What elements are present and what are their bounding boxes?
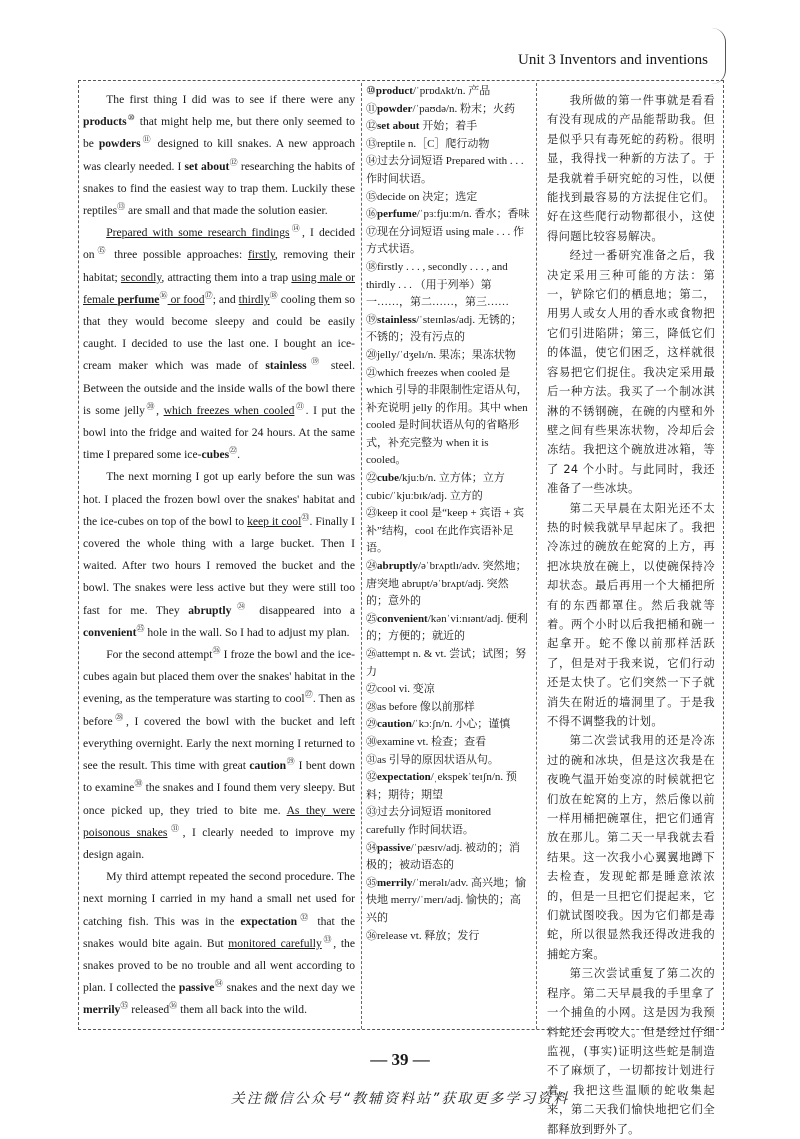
note-number: ⑰ — [366, 225, 377, 238]
note-headword: perfume — [377, 208, 417, 221]
vocab-note — [366, 224, 530, 259]
annotation-marker: ㉓ — [301, 513, 310, 522]
text-run: snakes and the next day we — [223, 981, 355, 995]
vocabulary-notes-column — [362, 83, 534, 1029]
text-run: , I covered the bowl with the bucket and left everything overnight. Early the next morning I returned to see the result. This time with great — [83, 714, 355, 773]
text-run: I froze the bowl and the ice-cubes again but placed them over the snakes' habitat in the evening, as the temperature was starting to cool — [83, 648, 355, 706]
vocab-note — [366, 699, 530, 717]
annotation-marker: ㉜ — [297, 912, 312, 922]
vocab-note — [366, 804, 530, 839]
text-run: . Then as before — [83, 692, 356, 728]
annotation-marker: ㉝ — [321, 934, 334, 944]
keyword: products — [83, 115, 127, 129]
note-headword: powder — [377, 102, 413, 115]
note-number: ⑩ — [366, 85, 376, 97]
chinese-paragraph: 第三次尝试重复了第二次的程序。第二天早晨我的手里拿了一个捕鱼的小网。这是因为我预料蛇还会再咬人。但是经过仔细监视，(事实)证明这些蛇是制造不了麻烦了，一切都按计划进行着。我把这些温顺的蛇收集起来，第二天我们愉快地把它们全都释放到野外了。 — [547, 967, 715, 1136]
note-number: ㉗ — [366, 683, 377, 696]
vocab-note — [366, 840, 530, 875]
note-definition: /əˈbrʌptlɪ/adv. 突然地；唐突地 abrupt/əˈbrʌpt/adj. 突然的；意外的 — [366, 560, 527, 608]
vocab-note — [366, 928, 530, 946]
note-definition: /kənˈviːnɪənt/adj. 便利的；方便的；就近的 — [366, 612, 528, 643]
keyword: passive — [178, 981, 215, 995]
note-number: ⑱ — [366, 260, 377, 273]
keyword: caution — [249, 759, 287, 773]
note-definition: attempt n. & vt. 尝试；试图；努力 — [366, 648, 527, 678]
note-headword: product — [375, 85, 413, 97]
text-run: , — [156, 403, 164, 417]
note-definition: firstly . . . , secondly . . . , and thirdly . . . （用于列举）第一……，第二……，第三…… — [366, 260, 509, 309]
vocab-note — [366, 734, 530, 752]
keyword: set about — [184, 159, 230, 173]
note-definition: /ˈpæsɪv/adj. 被动的；消极的；被动语态的 — [366, 841, 521, 872]
note-number: ⑲ — [366, 313, 377, 326]
annotation-marker: ⑱ — [269, 290, 278, 300]
annotation-marker: ㉚ — [134, 779, 143, 789]
note-number: ㉞ — [366, 841, 377, 854]
text-run: that the snakes would bite again. But — [83, 914, 355, 950]
note-definition: /ˌekspekˈteɪʃn/n. 预料；期待；期望 — [366, 771, 517, 801]
note-definition: 现在分词短语 using male . . . 作方式状语。 — [366, 225, 524, 256]
note-definition: 过去分词短语 Prepared with . . . 作时间状语。 — [366, 155, 524, 185]
annotation-marker: ㉙ — [286, 757, 296, 767]
note-definition: /ˈkɔːʃn/n. 小心；谨慎 — [411, 718, 511, 731]
text-run: designed to kill snakes. A new approach was clearly needed. I — [83, 137, 356, 173]
annotation-marker: ⑫ — [229, 157, 238, 167]
text-run: , removing their habitat; — [83, 248, 355, 284]
note-number: ⑫ — [366, 120, 377, 133]
vocab-note — [366, 681, 530, 699]
english-text-column — [81, 83, 359, 1029]
keyword: abruptly — [188, 603, 232, 617]
vocab-note — [366, 83, 530, 101]
chinese-paragraph: 第二次尝试我用的还是冷冻过的碗和冰块，但是这次我是在夜晚气温开始变凉的时候就把它们放在蛇窝的上方，然后像以前一样用桶把碗罩住，把它们通宵放在那儿。第二天一早我就去看结果。这一次我小心翼翼地蹲下去检查，发现蛇都是睡意浓浓的，但是一旦把它们提起来，它们就试图咬我。因为它们都是毒蛇，所以很显然我还得改进我的捕蛇方案。 — [547, 734, 715, 961]
annotation-marker: ⑮ — [94, 246, 109, 256]
annotation-marker: ⑬ — [117, 202, 126, 212]
text-run: steel. Between the outside and the inside walls of the bowl there is some jelly — [83, 359, 356, 417]
annotation-marker: ⑰ — [204, 290, 213, 300]
underlined-phrase: secondly — [120, 270, 162, 284]
chinese-translation-column — [537, 83, 721, 1136]
note-number: ㉚ — [366, 735, 377, 748]
keyword: convenient — [83, 625, 137, 639]
note-number: ㉘ — [366, 700, 377, 713]
note-definition: jelly/ˈdʒelɪ/n. 果冻；果冻状物 — [377, 348, 516, 361]
annotation-marker: ⑲ — [306, 357, 324, 367]
english-paragraph — [83, 644, 355, 866]
text-run: three possible approaches: — [108, 248, 248, 262]
note-number: ㉔ — [366, 560, 377, 573]
vocab-note — [366, 118, 530, 136]
text-run: . — [237, 448, 241, 462]
text-run: . Finally I covered the whole thing with a large bucket. Then I waited. After two hours I removed the bucket and the bowl. The snakes were less active but they were still too fast for me. They — [83, 514, 355, 617]
vocab-note — [366, 347, 530, 365]
annotation-marker: ㉟ — [120, 1001, 129, 1011]
note-definition: /ˈsteɪnləs/adj. 无锈的；不锈的；没有污点的 — [366, 313, 522, 344]
vocab-note — [366, 153, 530, 188]
text-run: are small and that made the solution easier. — [125, 204, 328, 218]
note-number: ㉝ — [366, 806, 377, 819]
text-run: disappeared into a — [250, 603, 355, 617]
note-definition: /ˈmerəlɪ/adv. 高兴地；愉快地 merry/ˈmerɪ/adj. 愉快的；高兴的 — [366, 876, 526, 924]
note-number: ⑯ — [366, 208, 377, 221]
vocab-note — [366, 875, 530, 928]
note-number: ⑳ — [366, 348, 377, 361]
underlined-phrase: thirdly — [238, 292, 270, 306]
text-run: researching the habits of snakes to find the easiest way to trap them. Luckily these reptiles — [83, 159, 356, 218]
underlined-phrase: As they were poisonous snakes — [83, 803, 355, 839]
running-header: Unit 3 Inventors and inventions — [518, 52, 708, 68]
keyword: stainless — [265, 359, 307, 373]
note-definition: examine vt. 检查；查看 — [377, 735, 487, 748]
vocab-note — [366, 101, 530, 119]
note-definition: 开始；着手 — [419, 120, 478, 133]
english-paragraph — [83, 89, 355, 222]
vocab-note — [366, 769, 530, 804]
annotation-marker: ㉞ — [214, 979, 224, 989]
vocab-note — [366, 259, 530, 312]
underlined-phrase: using male or female — [83, 270, 355, 306]
english-paragraph — [83, 866, 355, 1021]
text-run: them all back into the wild. — [177, 1003, 307, 1017]
vocab-note — [366, 752, 530, 770]
header-decoration — [712, 28, 726, 84]
note-definition: reptile n.［C］爬行动物 — [377, 137, 490, 150]
text-run: , I clearly needed to improve my design again. — [83, 825, 356, 861]
vocab-note — [366, 646, 530, 681]
note-definition: as before 像以前那样 — [377, 700, 475, 713]
annotation-marker: ⑪ — [140, 135, 153, 145]
annotation-marker: ㉔ — [231, 601, 251, 611]
keyword: powders — [98, 137, 141, 151]
note-number: ㉒ — [366, 472, 377, 485]
annotation-marker: ㉘ — [112, 712, 126, 722]
text-run: , the snakes proved to be no trouble and all went according to plan. I collected the — [83, 936, 355, 995]
text-run: hole in the wall. So I had to adjust my plan. — [144, 625, 350, 639]
text-run: released — [128, 1003, 170, 1017]
text-run: , I decided on — [83, 226, 356, 262]
underlined-phrase: monitored carefully — [228, 936, 322, 950]
vocab-note — [366, 206, 530, 224]
text-run: cooling them so that they would become sleepy and could be easily caught. I decided to use the last one. I bought an ice-cream maker which was made of — [83, 292, 356, 373]
note-definition: /kjuːb/n. 立方体；立方 cubic/ˈkjuːbɪk/adj. 立方的 — [366, 472, 505, 502]
note-headword: passive — [377, 841, 411, 854]
text-run: The first thing I did was to see if there were any — [106, 93, 355, 106]
text-run: ; and — [212, 292, 239, 306]
note-headword: expectation — [377, 771, 431, 784]
vocab-note — [366, 136, 530, 154]
note-definition: as 引导的原因状语从句。 — [377, 753, 499, 766]
note-number: ㉕ — [366, 612, 377, 625]
underlined-phrase: Prepared with some research findings — [106, 226, 290, 240]
note-number: ㉜ — [366, 771, 377, 784]
note-definition: release vt. 释放；发行 — [377, 929, 480, 942]
annotation-marker: ㉛ — [167, 823, 183, 833]
chinese-paragraph: 我所做的第一件事就是看看有没有现成的产品能帮助我。但是似乎只有毒死蛇的药粉。很明显，我得找一种新的方法了。于是我就着手研究蛇的习性，以便能找到最容易的方法捉住它们。好在这些爬行动物都很小，这使得问题比较容易解决。 — [547, 94, 715, 243]
note-number: ㉖ — [366, 648, 377, 660]
annotation-marker: ㉒ — [229, 446, 238, 456]
annotation-marker: ㉑ — [294, 401, 306, 411]
chinese-paragraph: 第二天早晨在太阳光还不太热的时候我就早早起床了。我把冷冻过的碗放在蛇窝的上方，再把冰块放在碗上，以使碗保持冷却状态。最后再用一个大桶把所有的东西都罩住。然后我就等着。两个小时以后我把桶和碗一起拿开。蛇不像以前那样活跃了，但是对于我来说，它们行动还是太快了。它们突然一下子就消失在附近的墙洞里了。于是我不得不调整我的计划。 — [547, 501, 715, 728]
text-run: For the second attempt — [106, 648, 213, 662]
text-run: . I put the bowl into the fridge and waited for 24 hours. At the same time I prepared some ice- — [83, 403, 356, 462]
note-definition: which freezes when cooled 是 which 引导的非限制性定语从句，补充说明 jelly 的作用。其中 when cooled 是时间状语从句的省略形式，补充完整为 when it is cooled。 — [366, 366, 528, 467]
note-number: ⑪ — [366, 102, 377, 115]
note-headword: convenient — [377, 612, 428, 625]
note-number: ⑮ — [366, 190, 377, 203]
underlined-phrase: or food — [167, 292, 205, 306]
vocab-note — [366, 611, 530, 646]
keyword: merrily — [83, 1003, 121, 1017]
vocab-note — [366, 505, 530, 558]
note-number: ⑭ — [366, 155, 377, 168]
note-number: ㊱ — [366, 929, 377, 942]
note-definition: keep it cool 是“keep + 宾语 + 宾补”结构，cool 在此作宾语补足语。 — [366, 507, 525, 555]
vocab-note — [366, 312, 530, 347]
underlined-phrase: which freezes when cooled — [163, 403, 295, 417]
english-paragraph — [83, 222, 355, 466]
vocab-note — [366, 365, 530, 471]
vocab-note — [366, 558, 530, 611]
annotation-marker: ㉗ — [304, 690, 313, 700]
underlined-phrase: keep it cool — [247, 514, 302, 528]
text-run: The next morning I got up early before the sun was hot. I placed the frozen bowl over the snakes' habitat and the ice-cubes on top of the bowl to — [83, 470, 355, 528]
note-number: ⑬ — [366, 137, 377, 150]
note-headword: set about — [377, 120, 420, 133]
vocab-note — [366, 189, 530, 207]
note-definition: /ˈprɒdʌkt/n. 产品 — [412, 85, 491, 97]
note-definition: /ˈpaʊdə/n. 粉末；火药 — [412, 102, 516, 115]
text-run: , attracting them into a trap — [161, 270, 292, 284]
annotation-marker: ㉕ — [136, 624, 145, 634]
note-definition: 过去分词短语 monitored carefully 作时间状语。 — [366, 806, 491, 836]
keyword: cubes — [201, 448, 230, 462]
annotation-marker: ⑯ — [159, 290, 168, 300]
text-run: My third attempt repeated the second procedure. The next morning I carried in my hand a small net used for catching fish. This was in the — [83, 870, 355, 928]
note-definition: /ˈpɜːfjuːm/n. 香水；香味 — [416, 208, 530, 221]
note-number: ㉓ — [366, 507, 377, 520]
english-paragraph — [83, 466, 355, 644]
chinese-paragraph: 经过一番研究准备之后，我决定采用三种可能的方法：第一，铲除它们的栖息地；第二，用男人或女人用的香水或食物把它们引进陷阱；第三，降低它们的体温，使它们困乏，这样就很容易把它们捉住。我决定采用最后一种方法。我买了一个制冰淇淋的不锈钢碗，在碗的内壁和外壁之间有些果冻状物，冷却后会冻结。我把这个碗放进冰箱，等了 24 个小时。与此同时，我还准备了一些冰块。 — [547, 249, 715, 496]
note-headword: caution — [377, 718, 412, 731]
annotation-marker: ㉖ — [212, 646, 221, 656]
annotation-marker: ㊱ — [169, 1001, 178, 1011]
note-number: ㉟ — [366, 876, 377, 889]
keyword: expectation — [240, 914, 298, 928]
vocab-note — [366, 470, 530, 505]
underlined-phrase: firstly — [247, 248, 275, 262]
annotation-marker: ⑭ — [289, 224, 302, 234]
note-number: ㉙ — [366, 718, 377, 731]
note-headword: cube — [377, 472, 399, 485]
note-headword: merrily — [377, 876, 413, 889]
vocab-note — [366, 716, 530, 734]
text-run: the snakes and I found them very sleepy. But once picked up, they tried to bite me. — [83, 781, 356, 817]
annotation-marker: ⑩ — [126, 113, 136, 123]
note-headword: abruptly — [377, 560, 418, 573]
page-number: — 39 — — [370, 1050, 430, 1069]
keyword: perfume — [117, 292, 160, 306]
note-number: ㉛ — [366, 753, 377, 766]
note-definition: decide on 决定；选定 — [377, 190, 478, 203]
note-definition: cool vi. 变凉 — [377, 683, 435, 696]
text-run: that might help me, but there only seemed to be — [83, 115, 356, 151]
text-run: I bent down to examine — [83, 759, 356, 795]
note-number: ㉑ — [366, 366, 377, 379]
footer-note: 关注微信公众号“教辅资料站”获取更多学习资料 — [230, 1091, 570, 1107]
note-headword: stainless — [377, 313, 417, 326]
annotation-marker: ⑳ — [144, 401, 157, 411]
